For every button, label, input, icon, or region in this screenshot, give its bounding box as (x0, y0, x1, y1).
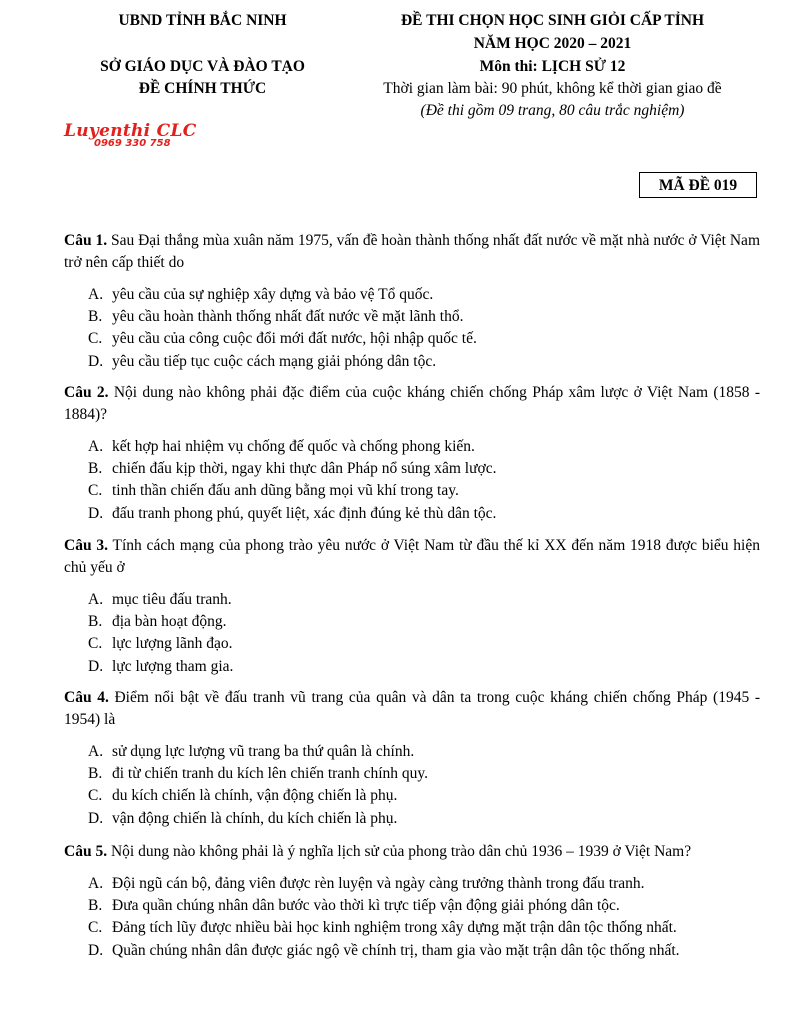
answer-option (88, 284, 760, 306)
question-text: Điểm nổi bật về đấu tranh vũ trang của quân và dân ta trong cuộc kháng chiến chống Pháp (1945 - 1954) là (64, 689, 760, 728)
option-text: sử dụng lực lượng vũ trang ba thứ quân là chính. (112, 743, 415, 760)
option-letter: A. (88, 438, 104, 455)
answer-option (88, 873, 760, 895)
option-text: lực lượng tham gia. (112, 657, 234, 675)
option-letter: A. (88, 743, 104, 760)
question-text: Sau Đại thắng mùa xuân năm 1975, vấn đề hoàn thành thống nhất đất nước về mặt nhà nước ở Việt Nam trở nên cấp thiết do (64, 232, 760, 271)
answer-option (88, 633, 760, 655)
watermark-phone: 0969 330 758 (94, 138, 171, 149)
option-text: Quần chúng nhân dân được giác ngộ về chính trị, tham gia vào mặt trận dân tộc thống nhất. (112, 941, 680, 959)
question-1 (64, 230, 760, 373)
question-4 (64, 687, 760, 830)
exam-code-box: MÃ ĐỀ 019 (639, 172, 757, 198)
option-text: địa bàn hoạt động. (112, 613, 227, 631)
question-stem (64, 687, 760, 731)
answer-options (88, 741, 760, 830)
exam-note: (Đề thi gồm 09 trang, 80 câu trắc nghiệm) (420, 102, 685, 119)
question-stem (64, 841, 760, 863)
answer-option (88, 917, 760, 939)
answer-option (88, 589, 760, 611)
question-stem (64, 535, 760, 579)
answer-option (88, 480, 760, 502)
option-letter: A. (88, 875, 104, 892)
option-letter: D. (88, 809, 104, 827)
question-number: Câu 3. (64, 537, 108, 554)
answer-option (88, 763, 760, 785)
option-letter: C. (88, 482, 103, 500)
answer-option (88, 458, 760, 480)
option-letter: D. (88, 504, 104, 522)
answer-options (88, 284, 760, 373)
option-text: đấu tranh phong phú, quyết liệt, xác định đúng kẻ thù dân tộc. (112, 504, 497, 522)
subject: Môn thi: LỊCH SỬ 12 (479, 58, 626, 75)
option-text: vận động chiến là chính, du kích chiến là phụ. (112, 809, 398, 827)
school-year: NĂM HỌC 2020 – 2021 (473, 35, 632, 52)
option-text: kết hợp hai nhiệm vụ chống đế quốc và chống phong kiến. (112, 438, 475, 455)
answer-option (88, 895, 760, 917)
option-text: yêu cầu của sự nghiệp xây dựng và bảo vệ Tổ quốc. (112, 286, 434, 303)
department-name: SỞ GIÁO DỤC VÀ ĐÀO TẠO (100, 58, 305, 75)
answer-option (88, 328, 760, 350)
answer-option (88, 351, 760, 373)
question-number: Câu 4. (64, 689, 109, 706)
question-3 (64, 535, 760, 678)
option-text: yêu cầu tiếp tục cuộc cách mạng giải phóng dân tộc. (112, 352, 437, 370)
answer-option (88, 741, 760, 763)
exam-title: ĐỀ THI CHỌN HỌC SINH GIỎI CẤP TỈNH (400, 12, 705, 29)
answer-option (88, 808, 760, 830)
option-letter: A. (88, 591, 104, 608)
question-5 (64, 841, 760, 962)
question-number: Câu 5. (64, 843, 108, 860)
option-text: chiến đấu kịp thời, ngay khi thực dân Pháp nổ súng xâm lược. (112, 460, 497, 478)
watermark-logo (64, 121, 197, 149)
answer-options (88, 873, 760, 962)
question-text: Tính cách mạng của phong trào yêu nước ở Việt Nam từ đầu thế kỉ XX đến năm 1918 được biểu hiện chủ yếu ở (64, 537, 760, 576)
option-letter: C. (88, 635, 103, 653)
answer-option (88, 436, 760, 458)
answer-option (88, 503, 760, 525)
option-letter: B. (88, 765, 103, 783)
answer-options (88, 589, 760, 678)
question-text: Nội dung nào không phải là ý nghĩa lịch sử của phong trào dân chủ 1936 – 1939 ở Việt Nam? (110, 843, 692, 860)
official-exam-label: ĐỀ CHÍNH THỨC (138, 80, 267, 97)
option-text: yêu cầu hoàn thành thống nhất đất nước về mặt lãnh thổ. (112, 308, 464, 326)
option-text: yêu cầu của công cuộc đổi mới đất nước, hội nhập quốc tế. (112, 330, 477, 348)
question-2 (64, 382, 760, 525)
answer-options (88, 436, 760, 525)
answer-option (88, 306, 760, 328)
answer-option (88, 656, 760, 678)
option-text: Đội ngũ cán bộ, đảng viên được rèn luyện và ngày càng trưởng thành trong đấu tranh. (112, 875, 645, 892)
option-text: tinh thần chiến đấu anh dũng bằng mọi vũ khí trong tay. (112, 482, 459, 500)
option-letter: D. (88, 352, 104, 370)
option-letter: D. (88, 941, 104, 959)
question-number: Câu 2. (64, 384, 109, 401)
watermark-title: Luyenthi CLC (64, 121, 197, 141)
authority-name: UBND TỈNH BẮC NINH (118, 12, 287, 29)
option-text: Đưa quần chúng nhân dân bước vào thời kì trực tiếp vận động giải phóng dân tộc. (112, 897, 620, 915)
question-number: Câu 1. (64, 232, 108, 249)
question-stem (64, 382, 760, 426)
option-text: du kích chiến là chính, vận động chiến là phụ. (112, 787, 398, 805)
option-letter: B. (88, 308, 103, 326)
option-letter: A. (88, 286, 104, 303)
option-letter: B. (88, 460, 103, 478)
option-text: lực lượng lãnh đạo. (112, 635, 233, 653)
answer-option (88, 611, 760, 633)
question-text: Nội dung nào không phải đặc điểm của cuộc kháng chiến chống Pháp xâm lược ở Việt Nam (1858 - 1884)? (64, 384, 760, 423)
option-text: đi từ chiến tranh du kích lên chiến tranh chính quy. (112, 765, 429, 783)
option-text: Đảng tích lũy được nhiều bài học kinh nghiệm trong xây dựng mặt trận dân tộc thống nhất. (112, 919, 677, 937)
option-letter: C. (88, 919, 103, 937)
option-letter: D. (88, 657, 104, 675)
option-letter: B. (88, 897, 103, 915)
answer-option (88, 940, 760, 962)
answer-option (88, 785, 760, 807)
option-letter: B. (88, 613, 103, 631)
question-stem (64, 230, 760, 274)
option-letter: C. (88, 787, 103, 805)
duration: Thời gian làm bài: 90 phút, không kể thời gian giao đề (383, 80, 722, 97)
option-text: mục tiêu đấu tranh. (112, 591, 232, 608)
option-letter: C. (88, 330, 103, 348)
